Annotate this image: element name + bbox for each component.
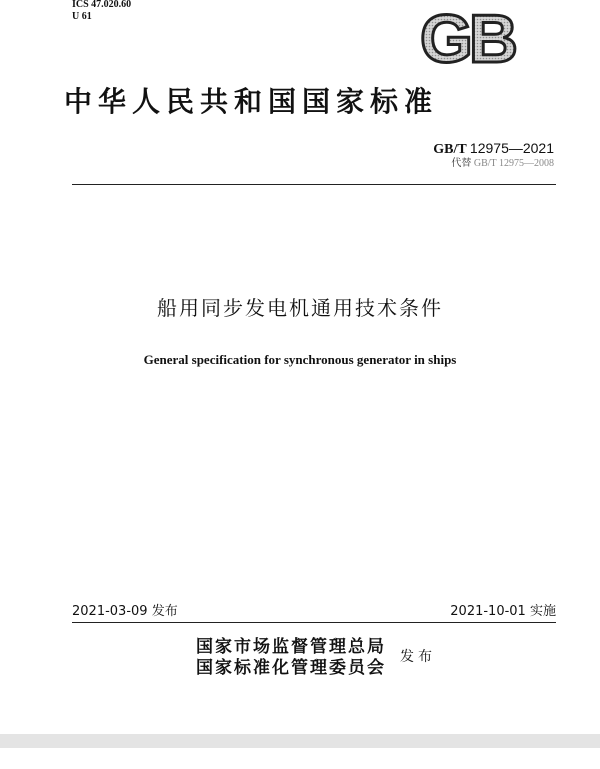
implement-date-line bbox=[450, 604, 556, 620]
national-standard-title: 中华人民共和国国家标准 bbox=[64, 85, 439, 118]
standard-number bbox=[433, 140, 554, 158]
issuer-samr: 国家市场监督管理总局 bbox=[196, 637, 386, 657]
category-code: U 61 bbox=[72, 11, 92, 22]
chinese-title: 船用同步发电机通用技术条件 bbox=[157, 296, 443, 320]
issue-label: 发布 bbox=[151, 604, 178, 619]
issue-date-line bbox=[72, 604, 178, 620]
bottom-divider bbox=[72, 622, 556, 623]
ics-code: ICS 47.020.60 bbox=[72, 0, 132, 10]
page-bottom-band bbox=[0, 734, 600, 748]
top-divider bbox=[72, 184, 556, 185]
replaces-note bbox=[451, 158, 554, 170]
replaced-standard: GB/T 12975—2008 bbox=[473, 158, 554, 169]
issuer-sac: 国家标准化管理委员会 bbox=[196, 658, 386, 678]
standard-code: 12975—2021 bbox=[469, 140, 554, 156]
implement-date: 2021-10-01 bbox=[450, 604, 526, 619]
standard-prefix: GB/T bbox=[433, 142, 467, 157]
issue-date: 2021-03-09 bbox=[72, 604, 148, 619]
implement-label: 实施 bbox=[529, 604, 556, 619]
replaces-prefix: 代替 bbox=[451, 158, 472, 169]
english-title: General specification for synchronous generator in ships bbox=[143, 352, 457, 367]
gb-logo-text: GB bbox=[420, 6, 514, 70]
publish-label: 发布 bbox=[400, 649, 436, 665]
gb-logo-icon bbox=[404, 6, 530, 70]
